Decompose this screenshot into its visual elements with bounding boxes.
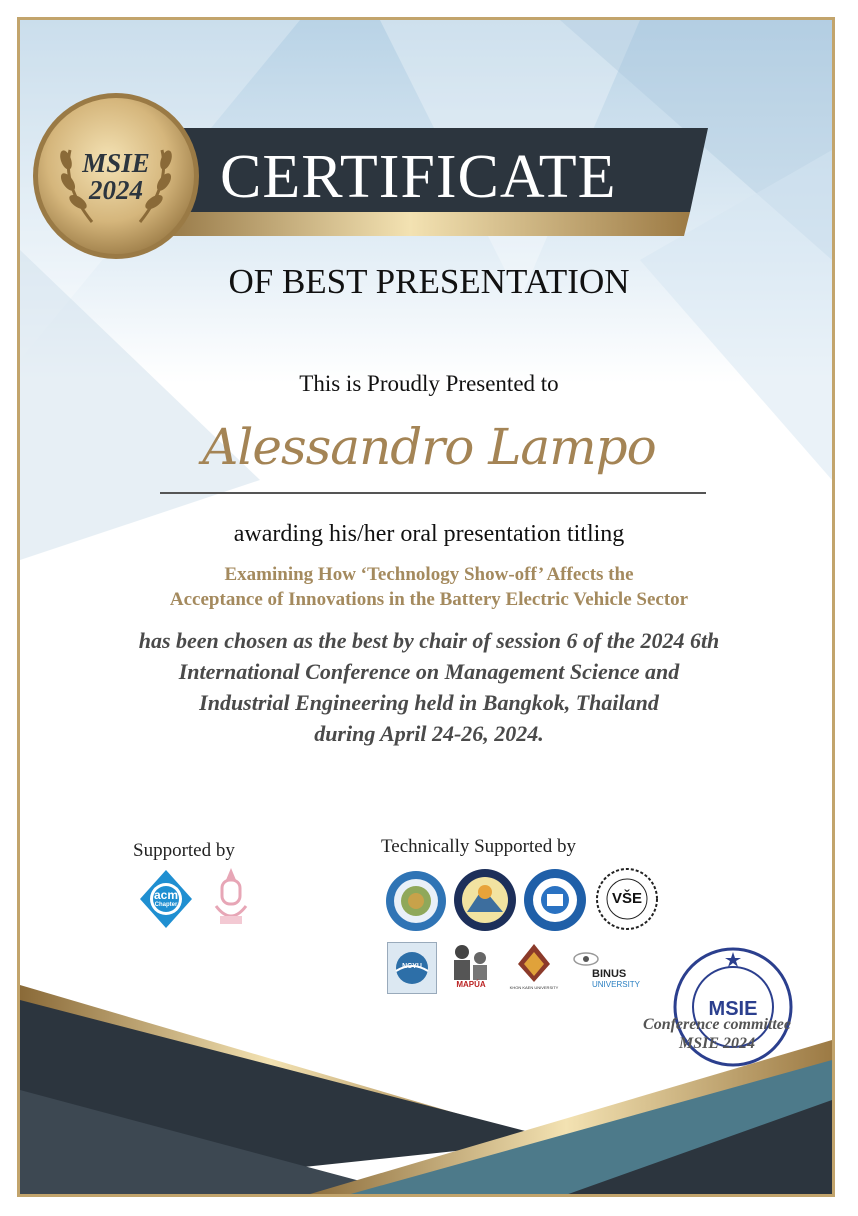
- stamp-label: MSIE: [708, 998, 758, 1020]
- certificate-title: CERTIFICATE: [220, 143, 617, 211]
- recipient-name: Alessandro Lampo: [202, 418, 656, 476]
- award-statement-line1: has been chosen as the best by chair of session 6 of the 2024 6th: [138, 628, 720, 653]
- university-seal-2-icon: [453, 868, 517, 932]
- mapua-figures-icon: [448, 942, 494, 982]
- acm-label: acm: [153, 888, 179, 902]
- award-statement: [0, 625, 858, 749]
- university-seal-3-icon: [523, 868, 587, 932]
- presentation-title-line2: Acceptance of Innovations in the Battery Electric Vehicle Sector: [169, 589, 689, 610]
- award-statement-line4: during April 24-26, 2024.: [314, 721, 544, 746]
- university-seal-1-icon: [385, 870, 447, 932]
- khon-kaen-logo: [506, 942, 562, 994]
- royal-emblem-icon: [210, 866, 252, 928]
- ncyu-label: NCYU: [402, 963, 422, 970]
- vse-label: VŠE: [611, 890, 642, 907]
- certificate-subtitle: OF BEST PRESENTATION: [228, 262, 630, 301]
- committee-signature: [622, 1015, 812, 1053]
- technically-supported-by-label: Technically Supported by: [381, 836, 576, 857]
- medal-badge: [66, 150, 166, 204]
- mapua-logo: [448, 942, 494, 992]
- awarding-text: awarding his/her oral presentation titling: [233, 521, 625, 547]
- khon-kaen-label: KHON KAEN UNIVERSITY: [509, 985, 559, 990]
- supported-by-label: Supported by: [133, 840, 235, 861]
- name-underline: [160, 492, 706, 494]
- binus-university-label: UNIVERSITY: [592, 980, 641, 989]
- khon-kaen-emblem-icon: [506, 942, 562, 984]
- committee-line2: MSIE 2024: [678, 1035, 756, 1052]
- medal-line2: 2024: [89, 175, 143, 205]
- binus-logo: [572, 946, 644, 992]
- university-emblem-logo: [210, 866, 252, 928]
- ncyu-logo: [387, 942, 437, 994]
- committee-line1: Conference committee: [643, 1016, 791, 1033]
- mapua-label: MAPÚA: [456, 980, 486, 989]
- acm-chapter-logo: [138, 868, 194, 930]
- presentation-title-line1: Examining How ‘Technology Show-off’ Affects the: [224, 564, 634, 585]
- presented-to-text: This is Proudly Presented to: [299, 371, 559, 396]
- acm-chapter-label: Chapter: [154, 902, 178, 908]
- binus-label: BINUS: [592, 968, 627, 980]
- presentation-title: [0, 562, 858, 612]
- award-statement-line3: Industrial Engineering held in Bangkok, Thailand: [199, 690, 659, 715]
- medal-line1: MSIE: [82, 148, 150, 178]
- award-statement-line2: International Conference on Management Science and: [178, 659, 680, 684]
- vse-prague-logo: [594, 866, 660, 932]
